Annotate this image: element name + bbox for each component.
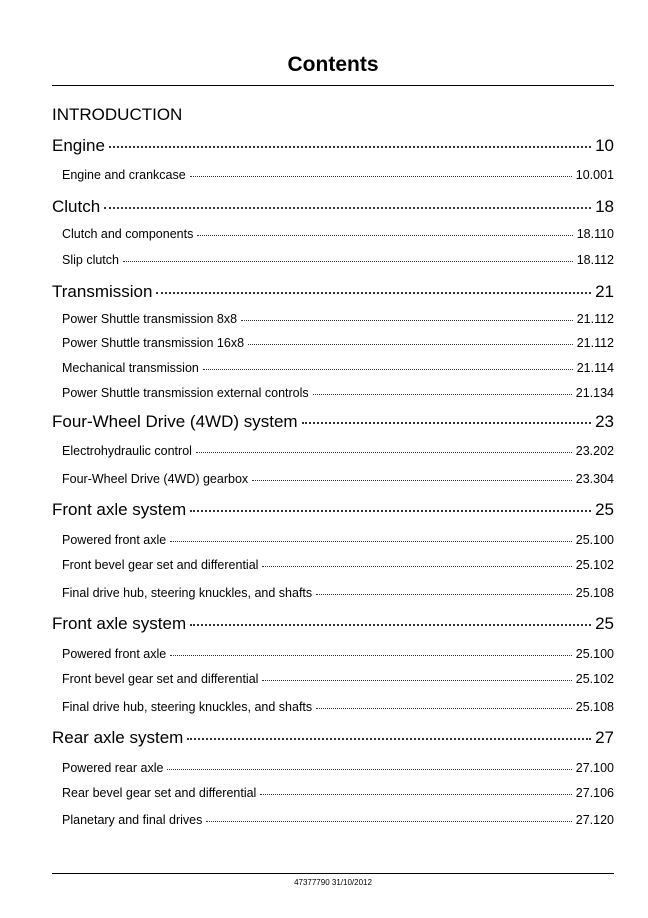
toc-entry-label: Power Shuttle transmission 8x8 — [62, 312, 238, 326]
toc-entry-label: Engine — [52, 136, 105, 155]
toc-entry-label: Engine and crankcase — [62, 168, 186, 182]
dot-leader — [170, 655, 572, 656]
title-divider — [52, 85, 614, 86]
footer-doc-id: 47377790 31/10/2012 — [294, 878, 372, 887]
dot-leader — [167, 769, 571, 770]
toc-subsection-entry[interactable] — [62, 471, 614, 487]
toc-entry-label: Front bevel gear set and differential — [62, 558, 259, 572]
toc-section-entry[interactable] — [52, 499, 614, 521]
dot-leader — [316, 708, 572, 709]
toc-subsection-entry[interactable] — [62, 646, 614, 662]
toc-entry-label: Front axle system — [52, 614, 187, 633]
toc-subsection-entry[interactable] — [62, 785, 614, 801]
toc-subsection-entry[interactable] — [62, 167, 614, 183]
toc-entry-page-number: 27.120 — [575, 813, 614, 827]
toc-entry-label: Electrohydraulic control — [62, 444, 192, 458]
toc-entry-label: Four-Wheel Drive (4WD) gearbox — [62, 472, 249, 486]
dot-leader — [156, 292, 591, 294]
toc-entry-label: Powered rear axle — [62, 761, 164, 775]
toc-section-entry[interactable] — [52, 281, 614, 303]
toc-entry-page-number: 25.108 — [575, 586, 614, 600]
toc-entry-label: Final drive hub, steering knuckles, and shafts — [62, 700, 313, 714]
toc-entry-label: Final drive hub, steering knuckles, and shafts — [62, 586, 313, 600]
toc-entry-label: Power Shuttle transmission external controls — [62, 386, 309, 400]
toc-subsection-entry[interactable] — [62, 557, 614, 573]
dot-leader — [252, 480, 572, 481]
toc-entry-page-number: 21.114 — [576, 361, 614, 375]
dot-leader — [260, 794, 571, 795]
toc-entry-page-number: 27 — [595, 728, 614, 747]
toc-subsection-entry[interactable] — [62, 585, 614, 601]
toc-entry-label: Front axle system — [52, 500, 187, 519]
dot-leader — [196, 452, 572, 453]
toc-entry-page-number: 18 — [595, 197, 614, 216]
toc-entry-label: Power Shuttle transmission 16x8 — [62, 336, 245, 350]
dot-leader — [109, 146, 591, 148]
dot-leader — [262, 566, 571, 567]
toc-entry-page-number: 25.102 — [575, 672, 614, 686]
toc-entry-page-number: 18.112 — [576, 253, 614, 267]
toc-entry-page-number: 21.134 — [575, 386, 614, 400]
toc-subsection-entry[interactable] — [62, 311, 614, 327]
toc-entry-page-number: 21.112 — [576, 336, 614, 350]
dot-leader — [190, 624, 591, 626]
dot-leader — [190, 510, 591, 512]
dot-leader — [187, 738, 591, 740]
toc-entry-label: Powered front axle — [62, 533, 167, 547]
toc-entry-label: Slip clutch — [62, 253, 119, 267]
toc-entry-page-number: 25.102 — [575, 558, 614, 572]
toc-entry-label: Rear axle system — [52, 728, 184, 747]
toc-entry-page-number: 25.100 — [575, 647, 614, 661]
toc-entry-page-number: 21.112 — [576, 312, 614, 326]
toc-entry-label: Transmission — [52, 282, 153, 301]
dot-leader — [197, 235, 572, 236]
toc-entry-page-number: 25 — [595, 500, 614, 519]
toc-subsection-entry[interactable] — [62, 360, 614, 376]
toc-section-entry[interactable] — [52, 727, 614, 749]
toc-subsection-entry[interactable] — [62, 760, 614, 776]
toc-entry-page-number: 10 — [595, 136, 614, 155]
toc-entry-label: Four-Wheel Drive (4WD) system — [52, 412, 298, 431]
dot-leader — [123, 261, 573, 262]
dot-leader — [104, 207, 591, 209]
toc-entry-label: Powered front axle — [62, 647, 167, 661]
toc-entry-page-number: 10.001 — [575, 168, 614, 182]
toc-entry-label: Clutch — [52, 197, 101, 216]
toc-entry-page-number: 27.106 — [575, 786, 614, 800]
dot-leader — [316, 594, 572, 595]
toc-entry-label: Clutch and components — [62, 227, 194, 241]
toc-entry-page-number: 25 — [595, 614, 614, 633]
toc-subsection-entry[interactable] — [62, 671, 614, 687]
toc-entry-page-number: 23.304 — [575, 472, 614, 486]
toc-subsection-entry[interactable] — [62, 699, 614, 715]
toc-entry-page-number: 21 — [595, 282, 614, 301]
dot-leader — [241, 320, 573, 321]
toc-subsection-entry[interactable] — [62, 532, 614, 548]
toc-entry-page-number: 23 — [595, 412, 614, 431]
toc-section-entry[interactable] — [52, 135, 614, 157]
toc-entry-label: Mechanical transmission — [62, 361, 199, 375]
toc-entry-page-number: 18.110 — [576, 227, 614, 241]
dot-leader — [206, 821, 571, 822]
toc-entry-label: Front bevel gear set and differential — [62, 672, 259, 686]
toc-subsection-entry[interactable] — [62, 226, 614, 242]
toc-entry-label: Planetary and final drives — [62, 813, 203, 827]
toc-entry-page-number: 27.100 — [575, 761, 614, 775]
toc-entry-page-number: 25.108 — [575, 700, 614, 714]
dot-leader — [302, 422, 591, 424]
toc-entry-page-number: 25.100 — [575, 533, 614, 547]
toc-entry-page-number: 23.202 — [575, 444, 614, 458]
toc-subsection-entry[interactable] — [62, 385, 614, 401]
toc-subsection-entry[interactable] — [62, 252, 614, 268]
dot-leader — [170, 541, 572, 542]
dot-leader — [190, 176, 572, 177]
dot-leader — [313, 394, 572, 395]
dot-leader — [248, 344, 573, 345]
introduction-heading[interactable]: INTRODUCTION — [52, 105, 183, 124]
footer-divider — [52, 873, 614, 874]
toc-subsection-entry[interactable] — [62, 335, 614, 351]
toc-subsection-entry[interactable] — [62, 812, 614, 828]
toc-section-entry[interactable] — [52, 613, 614, 635]
page-title: Contents — [287, 53, 379, 76]
toc-section-entry[interactable] — [52, 411, 614, 433]
dot-leader — [262, 680, 571, 681]
toc-subsection-entry[interactable] — [62, 443, 614, 459]
toc-entry-label: Rear bevel gear set and differential — [62, 786, 257, 800]
toc-section-entry[interactable] — [52, 196, 614, 218]
dot-leader — [203, 369, 573, 370]
